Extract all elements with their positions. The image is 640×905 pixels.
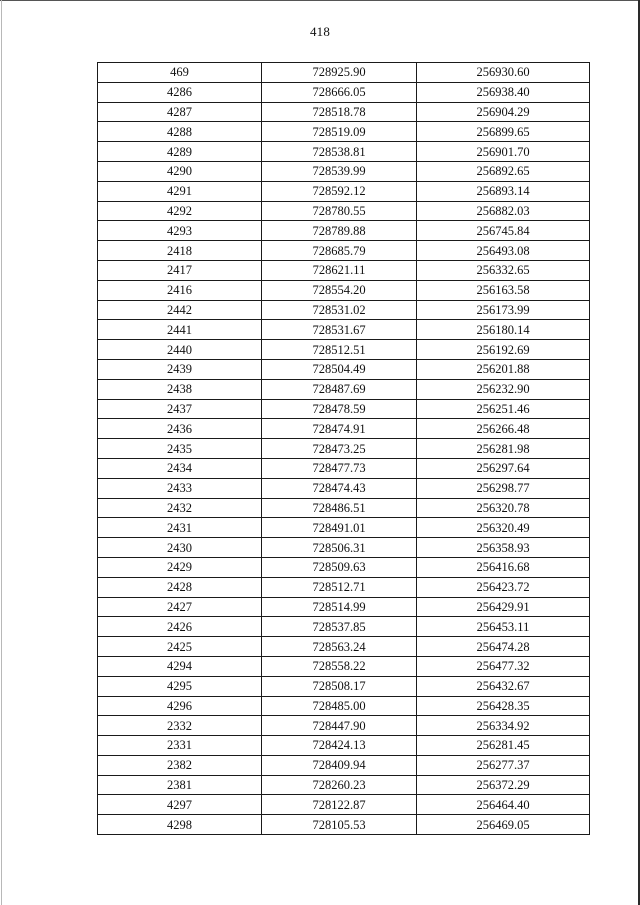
table-row: [98, 82, 590, 102]
x-coordinate-cell: 728424.13: [262, 736, 417, 756]
x-coordinate-cell: 728491.01: [262, 518, 417, 538]
y-coordinate-cell: 256372.29: [417, 775, 590, 795]
table-row: [98, 736, 590, 756]
x-coordinate-cell: 728447.90: [262, 716, 417, 736]
table-row: [98, 439, 590, 459]
y-coordinate-cell: 256464.40: [417, 795, 590, 815]
point-number-cell: 2427: [98, 597, 262, 617]
table-row: [98, 478, 590, 498]
y-coordinate-cell: 256251.46: [417, 399, 590, 419]
scan-edge-top: [0, 0, 640, 1]
table-row: [98, 399, 590, 419]
table-row: [98, 379, 590, 399]
point-number-cell: 2426: [98, 617, 262, 637]
point-number-cell: 2430: [98, 538, 262, 558]
point-number-cell: 2438: [98, 379, 262, 399]
point-number-cell: 2435: [98, 439, 262, 459]
table-row: [98, 221, 590, 241]
table-row: [98, 419, 590, 439]
y-coordinate-cell: 256432.67: [417, 676, 590, 696]
y-coordinate-cell: 256429.91: [417, 597, 590, 617]
x-coordinate-cell: 728478.59: [262, 399, 417, 419]
y-coordinate-cell: 256358.93: [417, 538, 590, 558]
x-coordinate-cell: 728473.25: [262, 439, 417, 459]
point-number-cell: 2382: [98, 755, 262, 775]
x-coordinate-cell: 728512.71: [262, 577, 417, 597]
x-coordinate-cell: 728409.94: [262, 755, 417, 775]
page-number: 418: [309, 24, 331, 39]
point-number-cell: 2442: [98, 300, 262, 320]
point-number-cell: 4297: [98, 795, 262, 815]
table-row: [98, 142, 590, 162]
table-row: [98, 538, 590, 558]
point-number-cell: 2432: [98, 498, 262, 518]
y-coordinate-cell: 256281.98: [417, 439, 590, 459]
x-coordinate-cell: 728925.90: [262, 63, 417, 83]
x-coordinate-cell: 728592.12: [262, 181, 417, 201]
table-row: [98, 696, 590, 716]
x-coordinate-cell: 728474.43: [262, 478, 417, 498]
point-number-cell: 2428: [98, 577, 262, 597]
point-number-cell: 4292: [98, 201, 262, 221]
point-number-cell: 2332: [98, 716, 262, 736]
x-coordinate-cell: 728563.24: [262, 637, 417, 657]
table-row: [98, 161, 590, 181]
x-coordinate-cell: 728506.31: [262, 538, 417, 558]
y-coordinate-cell: 256893.14: [417, 181, 590, 201]
point-number-cell: 2439: [98, 359, 262, 379]
point-number-cell: 2418: [98, 241, 262, 261]
point-number-cell: 2431: [98, 518, 262, 538]
point-number-cell: 4293: [98, 221, 262, 241]
x-coordinate-cell: 728531.67: [262, 320, 417, 340]
x-coordinate-cell: 728666.05: [262, 82, 417, 102]
point-number-cell: 4296: [98, 696, 262, 716]
table-row: [98, 181, 590, 201]
y-coordinate-cell: 256745.84: [417, 221, 590, 241]
y-coordinate-cell: 256477.32: [417, 656, 590, 676]
point-number-cell: 2429: [98, 557, 262, 577]
y-coordinate-cell: 256416.68: [417, 557, 590, 577]
table-row: [98, 795, 590, 815]
x-coordinate-cell: 728485.00: [262, 696, 417, 716]
y-coordinate-cell: 256899.65: [417, 122, 590, 142]
x-coordinate-cell: 728504.49: [262, 359, 417, 379]
table-row: [98, 676, 590, 696]
point-number-cell: 4286: [98, 82, 262, 102]
x-coordinate-cell: 728512.51: [262, 340, 417, 360]
table-row: [98, 359, 590, 379]
table-row: [98, 63, 590, 83]
x-coordinate-cell: 728487.69: [262, 379, 417, 399]
table-row: [98, 300, 590, 320]
x-coordinate-cell: 728518.78: [262, 102, 417, 122]
x-coordinate-cell: 728780.55: [262, 201, 417, 221]
coordinates-table: [97, 62, 590, 835]
y-coordinate-cell: 256297.64: [417, 458, 590, 478]
scan-edge-left: [1, 0, 2, 905]
x-coordinate-cell: 728514.99: [262, 597, 417, 617]
y-coordinate-cell: 256266.48: [417, 419, 590, 439]
y-coordinate-cell: 256201.88: [417, 359, 590, 379]
x-coordinate-cell: 728537.85: [262, 617, 417, 637]
x-coordinate-cell: 728539.99: [262, 161, 417, 181]
y-coordinate-cell: 256428.35: [417, 696, 590, 716]
x-coordinate-cell: 728558.22: [262, 656, 417, 676]
point-number-cell: 469: [98, 63, 262, 83]
point-number-cell: 4288: [98, 122, 262, 142]
table-row: [98, 201, 590, 221]
table-row: [98, 775, 590, 795]
x-coordinate-cell: 728486.51: [262, 498, 417, 518]
y-coordinate-cell: 256277.37: [417, 755, 590, 775]
x-coordinate-cell: 728685.79: [262, 241, 417, 261]
table-row: [98, 617, 590, 637]
point-number-cell: 2331: [98, 736, 262, 756]
y-coordinate-cell: 256882.03: [417, 201, 590, 221]
y-coordinate-cell: 256938.40: [417, 82, 590, 102]
table-row: [98, 716, 590, 736]
table-row: [98, 656, 590, 676]
y-coordinate-cell: 256173.99: [417, 300, 590, 320]
table-row: [98, 122, 590, 142]
x-coordinate-cell: 728519.09: [262, 122, 417, 142]
point-number-cell: 2437: [98, 399, 262, 419]
x-coordinate-cell: 728477.73: [262, 458, 417, 478]
x-coordinate-cell: 728474.91: [262, 419, 417, 439]
y-coordinate-cell: 256232.90: [417, 379, 590, 399]
table-row: [98, 755, 590, 775]
y-coordinate-cell: 256320.78: [417, 498, 590, 518]
y-coordinate-cell: 256192.69: [417, 340, 590, 360]
y-coordinate-cell: 256332.65: [417, 260, 590, 280]
y-coordinate-cell: 256320.49: [417, 518, 590, 538]
x-coordinate-cell: 728122.87: [262, 795, 417, 815]
y-coordinate-cell: 256453.11: [417, 617, 590, 637]
point-number-cell: 2441: [98, 320, 262, 340]
y-coordinate-cell: 256901.70: [417, 142, 590, 162]
y-coordinate-cell: 256298.77: [417, 478, 590, 498]
table-row: [98, 637, 590, 657]
x-coordinate-cell: 728509.63: [262, 557, 417, 577]
y-coordinate-cell: 256474.28: [417, 637, 590, 657]
x-coordinate-cell: 728789.88: [262, 221, 417, 241]
x-coordinate-cell: 728621.11: [262, 260, 417, 280]
x-coordinate-cell: 728554.20: [262, 280, 417, 300]
point-number-cell: 4289: [98, 142, 262, 162]
point-number-cell: 4290: [98, 161, 262, 181]
y-coordinate-cell: 256180.14: [417, 320, 590, 340]
table-row: [98, 557, 590, 577]
y-coordinate-cell: 256281.45: [417, 736, 590, 756]
point-number-cell: 2416: [98, 280, 262, 300]
table-row: [98, 518, 590, 538]
table-row: [98, 815, 590, 835]
table-row: [98, 498, 590, 518]
x-coordinate-cell: 728538.81: [262, 142, 417, 162]
y-coordinate-cell: 256904.29: [417, 102, 590, 122]
table-row: [98, 597, 590, 617]
coordinates-table-body: [98, 63, 590, 835]
table-row: [98, 320, 590, 340]
point-number-cell: 2440: [98, 340, 262, 360]
table-row: [98, 102, 590, 122]
point-number-cell: 4291: [98, 181, 262, 201]
y-coordinate-cell: 256423.72: [417, 577, 590, 597]
y-coordinate-cell: 256892.65: [417, 161, 590, 181]
table-row: [98, 340, 590, 360]
point-number-cell: 4287: [98, 102, 262, 122]
y-coordinate-cell: 256469.05: [417, 815, 590, 835]
table-row: [98, 241, 590, 261]
point-number-cell: 2434: [98, 458, 262, 478]
x-coordinate-cell: 728105.53: [262, 815, 417, 835]
y-coordinate-cell: 256334.92: [417, 716, 590, 736]
table-row: [98, 458, 590, 478]
table-row: [98, 260, 590, 280]
point-number-cell: 2436: [98, 419, 262, 439]
point-number-cell: 4298: [98, 815, 262, 835]
point-number-cell: 2433: [98, 478, 262, 498]
y-coordinate-cell: 256493.08: [417, 241, 590, 261]
x-coordinate-cell: 728508.17: [262, 676, 417, 696]
y-coordinate-cell: 256163.58: [417, 280, 590, 300]
point-number-cell: 4294: [98, 656, 262, 676]
point-number-cell: 2381: [98, 775, 262, 795]
y-coordinate-cell: 256930.60: [417, 63, 590, 83]
point-number-cell: 4295: [98, 676, 262, 696]
x-coordinate-cell: 728260.23: [262, 775, 417, 795]
table-row: [98, 577, 590, 597]
table-row: [98, 280, 590, 300]
x-coordinate-cell: 728531.02: [262, 300, 417, 320]
point-number-cell: 2417: [98, 260, 262, 280]
point-number-cell: 2425: [98, 637, 262, 657]
